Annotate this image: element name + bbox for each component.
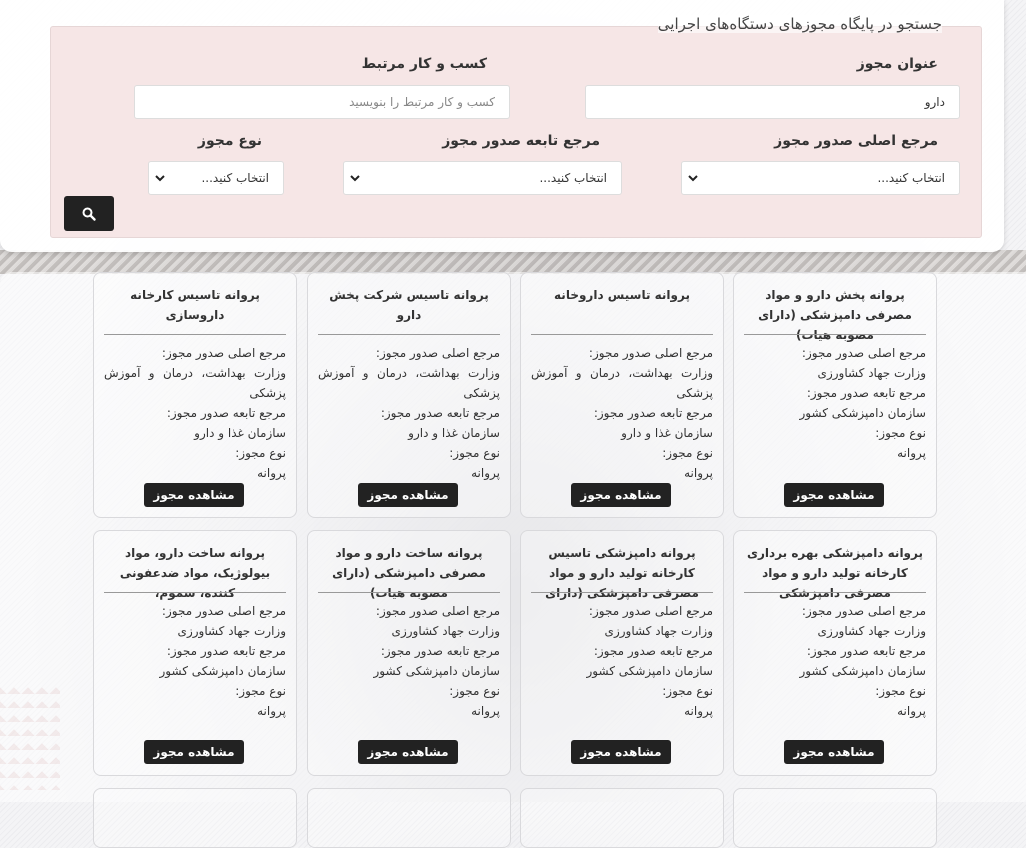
card-divider — [104, 592, 286, 593]
main-authority-select[interactable] — [681, 161, 960, 195]
main-authority-label: مرجع اصلی صدور مجوز — [774, 133, 938, 149]
sub-authority-label: مرجع تابعه صدور مجوز: — [166, 644, 286, 658]
search-button[interactable] — [64, 196, 114, 231]
card-title: پروانه تاسیس کارخانه داروسازی — [130, 288, 260, 322]
main-authority-label: مرجع اصلی صدور مجوز: — [161, 346, 286, 360]
permit-type-value: پروانه — [897, 704, 926, 718]
sub-authority-label: مرجع تابعه صدور مجوز: — [806, 644, 926, 658]
search-heading: جستجو در پایگاه مجوزهای دستگاه‌های اجرایی — [657, 15, 942, 33]
main-authority-label: مرجع اصلی صدور مجوز: — [801, 346, 926, 360]
card-details — [104, 343, 286, 483]
permit-type-label: نوع مجوز: — [235, 446, 286, 460]
view-permit-button[interactable]: مشاهده مجوز — [784, 740, 884, 764]
sub-authority-label: مرجع تابعه صدور مجوز: — [380, 406, 500, 420]
sub-authority-value: انتخاب کنید... — [539, 171, 607, 185]
search-icon — [82, 207, 96, 221]
permit-title-label: عنوان مجوز — [856, 56, 938, 72]
permit-type-label: نوع مجوز — [197, 133, 262, 149]
sub-authority-label: مرجع تابعه صدور مجوز: — [380, 644, 500, 658]
card-title: پروانه ساخت دارو، مواد بیولوژیک، مواد ضدعفونی کننده، سموم، — [119, 546, 271, 600]
permit-type-value: پروانه — [684, 466, 713, 480]
permit-card — [307, 272, 511, 518]
permit-type-label: نوع مجوز: — [449, 684, 500, 698]
permit-card — [733, 788, 937, 848]
card-details — [744, 601, 926, 721]
main-authority-label: مرجع اصلی صدور مجوز: — [375, 346, 500, 360]
permit-type-label: نوع مجوز: — [662, 446, 713, 460]
permit-type-value: پروانه — [257, 466, 286, 480]
view-permit-button[interactable]: مشاهده مجوز — [571, 740, 671, 764]
permit-card — [93, 530, 297, 776]
sub-authority-value: سازمان دامپزشکی کشور — [586, 664, 713, 678]
card-divider — [104, 334, 286, 335]
sub-authority-select[interactable] — [343, 161, 622, 195]
sub-authority-label: مرجع تابعه صدور مجوز: — [593, 644, 713, 658]
sub-authority-value: سازمان غذا و دارو — [408, 426, 500, 440]
card-title: پروانه تاسیس داروخانه — [554, 288, 690, 302]
card-details — [531, 601, 713, 721]
permit-type-value: پروانه — [257, 704, 286, 718]
card-divider — [744, 334, 926, 335]
main-authority-label: مرجع اصلی صدور مجوز: — [375, 604, 500, 618]
permit-card — [307, 530, 511, 776]
chevron-down-icon — [688, 173, 698, 183]
card-title: پروانه دامپزشکی تاسیس کارخانه تولید دارو و مواد مصرفی دامپزشکی (دارای — [545, 546, 699, 600]
view-permit-button[interactable]: مشاهده مجوز — [784, 483, 884, 507]
search-panel — [0, 0, 1004, 252]
permit-type-value: انتخاب کنید... — [201, 171, 269, 185]
permit-card — [733, 272, 937, 518]
chevron-down-icon — [155, 173, 165, 183]
permit-card — [520, 530, 724, 776]
main-authority-value: وزارت جهاد کشاورزی — [817, 624, 926, 638]
view-permit-button[interactable]: مشاهده مجوز — [144, 483, 244, 507]
permit-card — [307, 788, 511, 848]
card-title: پروانه تاسیس شرکت پخش دارو — [329, 288, 489, 322]
sub-authority-value: سازمان غذا و دارو — [621, 426, 713, 440]
permit-type-label: نوع مجوز: — [662, 684, 713, 698]
permit-type-value: پروانه — [471, 466, 500, 480]
permit-type-value: پروانه — [471, 704, 500, 718]
sub-authority-value: سازمان دامپزشکی کشور — [799, 406, 926, 420]
sub-authority-value: سازمان دامپزشکی کشور — [159, 664, 286, 678]
main-authority-label: مرجع اصلی صدور مجوز: — [801, 604, 926, 618]
permit-type-label: نوع مجوز: — [875, 684, 926, 698]
card-divider — [318, 592, 500, 593]
permit-type-label: نوع مجوز: — [875, 426, 926, 440]
card-details — [318, 343, 500, 483]
permit-title-input[interactable] — [585, 85, 960, 119]
main-authority-value: وزارت جهاد کشاورزی — [817, 366, 926, 380]
view-permit-button[interactable]: مشاهده مجوز — [144, 740, 244, 764]
card-details — [531, 343, 713, 483]
card-details — [744, 343, 926, 463]
sub-authority-label: مرجع تابعه صدور مجوز: — [166, 406, 286, 420]
sub-authority-label: مرجع تابعه صدور مجوز: — [806, 386, 926, 400]
view-permit-button[interactable]: مشاهده مجوز — [358, 740, 458, 764]
main-authority-value: وزارت جهاد کشاورزی — [604, 624, 713, 638]
chevron-down-icon — [350, 173, 360, 183]
sub-authority-label: مرجع تابعه صدور مجوز — [442, 133, 600, 149]
view-permit-button[interactable]: مشاهده مجوز — [358, 483, 458, 507]
main-authority-value: وزارت جهاد کشاورزی — [391, 624, 500, 638]
main-authority-label: مرجع اصلی صدور مجوز: — [161, 604, 286, 618]
card-title: پروانه پخش دارو و مواد مصرفی دامپزشکی (دارای مصوبه هیات) — [758, 288, 912, 342]
permit-type-label: نوع مجوز: — [235, 684, 286, 698]
sub-authority-label: مرجع تابعه صدور مجوز: — [593, 406, 713, 420]
search-form — [50, 26, 982, 238]
permit-card — [520, 272, 724, 518]
business-label: کسب و کار مرتبط — [361, 56, 487, 72]
sub-authority-value: سازمان دامپزشکی کشور — [799, 664, 926, 678]
business-input[interactable] — [134, 85, 510, 119]
permit-type-label: نوع مجوز: — [449, 446, 500, 460]
main-authority-value: وزارت جهاد کشاورزی — [177, 624, 286, 638]
card-divider — [531, 334, 713, 335]
sub-authority-value: سازمان غذا و دارو — [194, 426, 286, 440]
card-details — [104, 601, 286, 721]
results-area — [0, 272, 1026, 802]
permit-card — [520, 788, 724, 848]
background-decor-band — [0, 250, 1026, 274]
card-title: پروانه ساخت دارو و مواد مصرفی دامپزشکی (دارای مصوبه هیات) — [332, 546, 486, 600]
main-authority-value: وزارت بهداشت، درمان و آموزش پزشکی — [318, 366, 500, 400]
card-details — [318, 601, 500, 721]
permit-type-select[interactable] — [148, 161, 284, 195]
view-permit-button[interactable]: مشاهده مجوز — [571, 483, 671, 507]
permit-card — [93, 788, 297, 848]
card-divider — [744, 592, 926, 593]
main-authority-label: مرجع اصلی صدور مجوز: — [588, 346, 713, 360]
permit-card — [733, 530, 937, 776]
card-divider — [531, 592, 713, 593]
card-divider — [318, 334, 500, 335]
main-authority-value: انتخاب کنید... — [877, 171, 945, 185]
sub-authority-value: سازمان دامپزشکی کشور — [373, 664, 500, 678]
main-authority-value: وزارت بهداشت، درمان و آموزش پزشکی — [531, 366, 713, 400]
main-authority-value: وزارت بهداشت، درمان و آموزش پزشکی — [104, 366, 286, 400]
permit-type-value: پروانه — [684, 704, 713, 718]
main-authority-label: مرجع اصلی صدور مجوز: — [588, 604, 713, 618]
permit-type-value: پروانه — [897, 446, 926, 460]
permit-card — [93, 272, 297, 518]
card-title: پروانه دامپزشکی بهره برداری کارخانه تولید دارو و مواد مصرفی دامپزشکی — [747, 546, 923, 600]
